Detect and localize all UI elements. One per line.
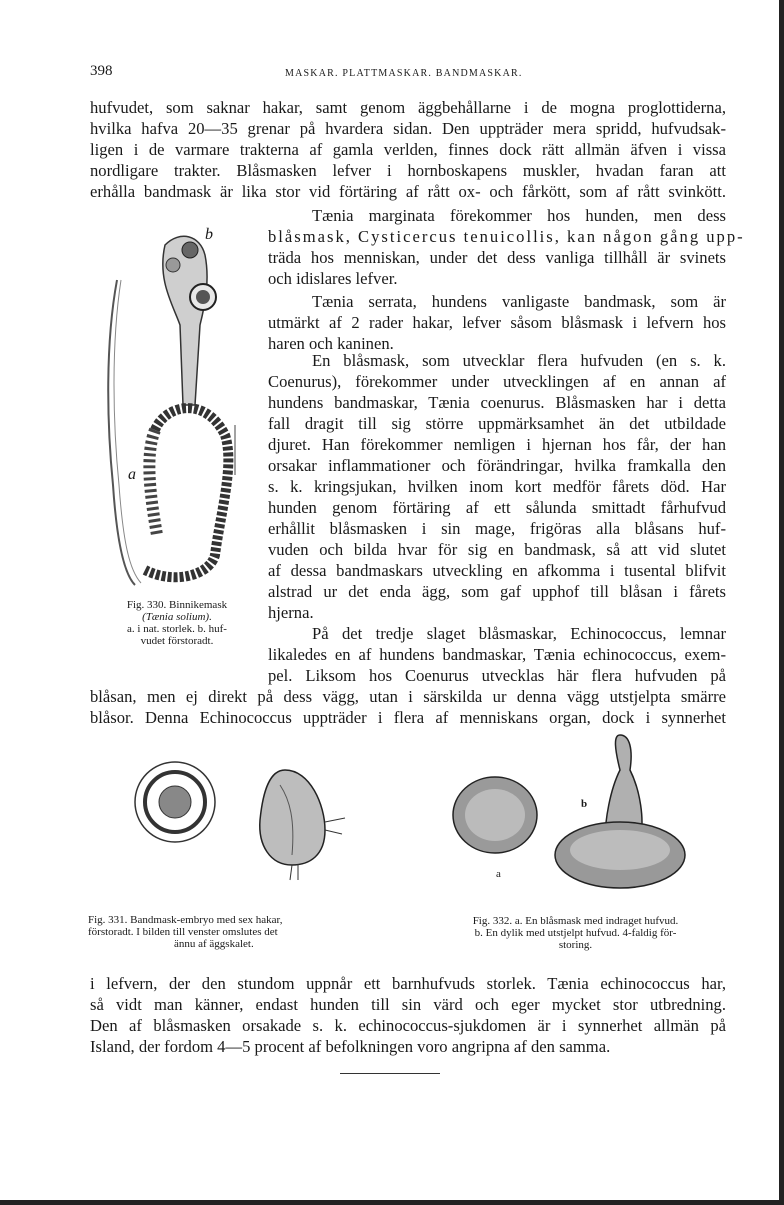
text-line: blåsmask, Cysticercus tenuicollis, kan någon gång upp- [268, 227, 745, 246]
text-line: hundens bandmaskar, Tænia coenurus. Blåsmasken har i detta [268, 393, 726, 412]
fig331-embryo-illustration [120, 760, 360, 885]
caption-line: b. En dylik med utstjelpt hufvud. 4-faldig för- [474, 927, 677, 939]
text-line: djuret. Han förekommer nemligen i hjernan hos får, der han [268, 435, 726, 454]
text-line: hvilka hafva 20—35 grenar på hvardera sidan. Den uppträder mera spridd, hufvudsak- [90, 119, 726, 138]
text-line: fall dragit till sig större uppmärksamhet än det utbildade [268, 414, 726, 433]
text-line: af dessa bandmaskars utveckling en afkomma i tusental blifvit [268, 561, 726, 580]
fig330-tapeworm-illustration [95, 225, 265, 600]
fig332-label-a: a [496, 868, 501, 880]
text-line: Coenurus), förekommer under utvecklingen af en annan af [268, 372, 726, 391]
caption-line: Fig. 330. Binnikemask [126, 599, 228, 611]
caption-line: Fig. 332. a. En blåsmask med indraget hufvud. [472, 915, 679, 927]
text-line: s. k. kringsjukan, hvilken inom kort medför fårets död. Har [268, 477, 726, 496]
fig332-label-b: b [581, 798, 588, 810]
text-line: haren och kaninen. [268, 334, 394, 353]
text-line: utmärkt af 2 rader hakar, lefver såsom blåsmask i lefvern hos [268, 313, 726, 332]
text-line: orsakar inflammationer och förändringar, hvilka framkalla den [268, 456, 726, 475]
text-line: Tænia serrata, hundens vanligaste bandmask, som är [312, 292, 726, 311]
section-divider [340, 1073, 440, 1074]
fig330-label-a: a [128, 466, 136, 483]
text-line: i lefvern, der den stundom uppnår ett barnhufvuds storlek. Tænia echinococcus har, [90, 974, 726, 993]
fig330-label-b: b [205, 226, 213, 243]
fig332-bladderworm-illustration [445, 730, 730, 890]
text-line: hjerna. [268, 603, 314, 622]
caption-line: a. i nat. storlek. b. huf- [127, 623, 227, 635]
caption-line: (Tænia solium). [142, 611, 212, 623]
fig331-caption [88, 914, 378, 950]
text-line: blåsan, men ej direkt på dess vägg, utan i särskilda ur denna vägg utstjelpta smärre [90, 687, 726, 706]
text-line: pel. Liksom hos Coenurus utvecklas här flera hufvuden på [268, 666, 726, 685]
text-line: och idislares lefver. [268, 269, 398, 288]
text-line: erhålla bandmask är lika stor vid förtäring af rått ox- och fårkött, som af rått svinkött. [90, 182, 726, 201]
text-line: vuden och bilda hvar för sig en bandmask, så att vid slutet [268, 540, 726, 559]
text-line: blåsor. Denna Echinococcus uppträder i flera af menniskans organ, dock i synnerhet [90, 708, 726, 727]
page-edge-right [779, 0, 784, 1205]
text-line: hunden genom förtäring af ett sålunda smittadt fårhufvud [268, 498, 726, 517]
text-line: Tænia marginata förekommer hos hunden, men dess [312, 206, 726, 225]
running-title: MASKAR. PLATTMASKAR. BANDMASKAR. [285, 68, 523, 79]
caption-line: storing. [558, 939, 593, 951]
page-number: 398 [90, 63, 113, 79]
text-line: erhållit blåsmasken i sin mage, frigöras alla blåsans huf- [268, 519, 726, 538]
caption-line: förstoradt. I bilden till venster omslutes det [88, 926, 278, 938]
caption-line: vudet förstoradt. [140, 635, 214, 647]
fig332-caption [418, 915, 733, 951]
text-line: träda hos menniskan, under det dess vanliga tillhåll är svinets [268, 248, 726, 267]
text-line: så vidt man känner, endast hunden till sin värd och eger mycket stor utbredning. [90, 995, 726, 1014]
text-line: Den af blåsmasken orsakade s. k. echinococcus-sjukdomen är i synnerhet allmän på [90, 1016, 726, 1035]
caption-line: Fig. 331. Bandmask-embryo med sex hakar, [88, 914, 283, 926]
text-line: ligen i de varmare trakterna af gamla verlden, finnes dock rätt allmän äfven i vissa [90, 140, 726, 159]
text-line: På det tredje slaget blåsmaskar, Echinococcus, lemnar [312, 624, 726, 643]
fig330-caption [88, 599, 266, 647]
text-line: likaledes en af hundens bandmaskar, Tænia echinococcus, exem- [268, 645, 726, 664]
text-line: alstrad ur det enda ägg, som gaf upphof till blåsan i fårets [268, 582, 726, 601]
caption-line: ännu af äggskalet. [174, 938, 254, 950]
text-line: nordligare trakter. Blåsmasken lefver i hornboskapens muskler, hvadan faran att [90, 161, 726, 180]
text-line: hufvudet, som saknar hakar, samt genom äggbehållarne i de mogna proglottiderna, [90, 98, 726, 117]
text-line: En blåsmask, som utvecklar flera hufvuden (en s. k. [312, 351, 726, 370]
page-edge-bottom [0, 1200, 784, 1205]
text-line: Island, der fordom 4—5 procent af befolkningen voro angripna af den samma. [90, 1037, 611, 1056]
